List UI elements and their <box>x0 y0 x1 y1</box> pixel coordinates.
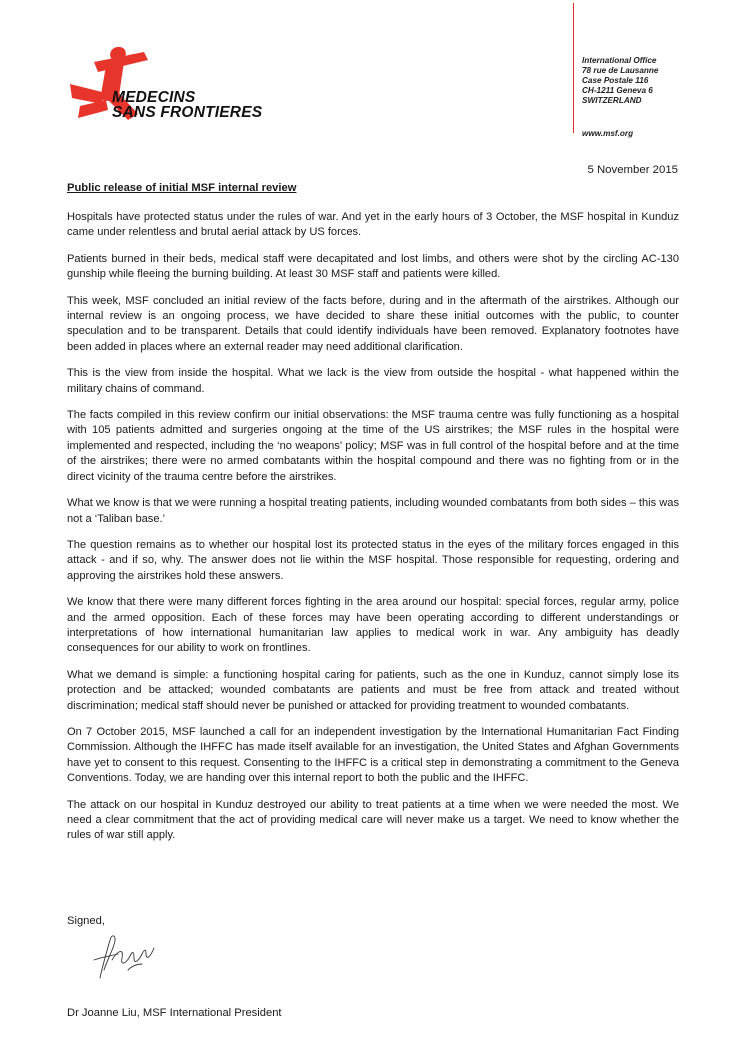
address-line: CH-1211 Geneva 6 <box>582 86 653 95</box>
org-name <box>112 90 262 120</box>
body-paragraph: On 7 October 2015, MSF launched a call for an independent investigation by the International Humanitarian Fact Finding Commission. Although the IHFFC has made itself available for an investigation, the United States and Afghan Governments have yet to consent to this request. Consenting to the IHFFC is a critical step in demonstrating a commitment to the Geneva Conventions. Today, we are handing over this internal report to both the public and the IHFFC. <box>67 725 679 785</box>
address-line: International Office <box>582 56 657 65</box>
signer-name: Dr Joanne Liu, MSF International President <box>67 1007 282 1019</box>
handwritten-signature <box>88 930 160 982</box>
body-paragraph: The attack on our hospital in Kunduz destroyed our ability to treat patients at a time when we were needed the most. We need a clear commitment that the act of providing medical care will never make us a target. We need to know whether the rules of war still apply. <box>67 798 679 842</box>
address-line: SWITZERLAND <box>582 96 642 105</box>
letter-body <box>67 210 679 844</box>
body-paragraph: The facts compiled in this review confirm our initial observations: the MSF trauma centre was fully functioning as a hospital with 105 patients admitted and surgeries ongoing at the time of the US airstrikes; the MSF rules in the hospital were implemented and respected, including the ‘no weapons’ policy; MSF was in full control of the hospital before and at the time of the airstrikes; there were no armed combatants within the hospital compound and there was no fighting from or in the direct vicinity of the trauma centre before the airstrikes. <box>67 409 679 483</box>
closing: Signed, <box>67 915 105 927</box>
letter-title: Public release of initial MSF internal review <box>67 182 297 194</box>
letter-date: 5 November 2015 <box>587 164 678 176</box>
msf-logo <box>66 44 266 134</box>
body-paragraph: Patients burned in their beds, medical staff were decapitated and lost limbs, and others were shot by the circling AC-130 gunship while fleeing the burning building. At least 30 MSF staff and patients were killed. <box>67 252 679 281</box>
letterhead-divider <box>573 3 574 133</box>
body-paragraph: What we know is that we were running a hospital treating patients, including wounded combatants from both sides – this was not a ‘Taliban base.’ <box>67 497 679 525</box>
address-line: Case Postale 116 <box>582 76 649 85</box>
org-name-line1: MEDECINS <box>112 89 196 106</box>
website-link[interactable]: www.msf.org <box>582 129 634 138</box>
org-name-line2: SANS FRONTIERES <box>112 104 263 121</box>
body-paragraph: This is the view from inside the hospital. What we lack is the view from outside the hospital - what happened within the military chains of command. <box>67 367 679 395</box>
address-line: 78 rue de Lausanne <box>582 66 659 75</box>
office-address <box>582 56 658 106</box>
body-paragraph: This week, MSF concluded an initial review of the facts before, during and in the aftermath of the airstrikes. Although our internal review is an ongoing process, we have decided to share these initial outcomes with the public, to counter speculation and to be transparent. Details that could identify individuals have been removed. Explanatory footnotes have been added in places where an external reader may need additional clarification. <box>67 294 679 353</box>
body-paragraph: What we demand is simple: a functioning hospital caring for patients, such as the one in Kunduz, cannot simply lose its protection and be attacked; wounded combatants are patients and must be free from attack and treated without discrimination; medical staff should never be punished or attacked for providing treatment to wounded combatants. <box>67 668 679 712</box>
body-paragraph: We know that there were many different forces fighting in the area around our hospital: special forces, regular army, police and the armed opposition. Each of these forces may have been operating according to different understandings or interpretations of how international humanitarian law applies to medical work in war. Any ambiguity has deadly consequences for our ability to work on frontlines. <box>67 596 679 655</box>
body-paragraph: The question remains as to whether our hospital lost its protected status in the eyes of the military forces engaged in this attack - and if so, why. The answer does not lie within the MSF hospital. Those responsible for requesting, ordering and approving the airstrikes hold these answers. <box>67 538 679 582</box>
body-paragraph: Hospitals have protected status under the rules of war. And yet in the early hours of 3 October, the MSF hospital in Kunduz came under relentless and brutal aerial attack by US forces. <box>67 211 679 239</box>
